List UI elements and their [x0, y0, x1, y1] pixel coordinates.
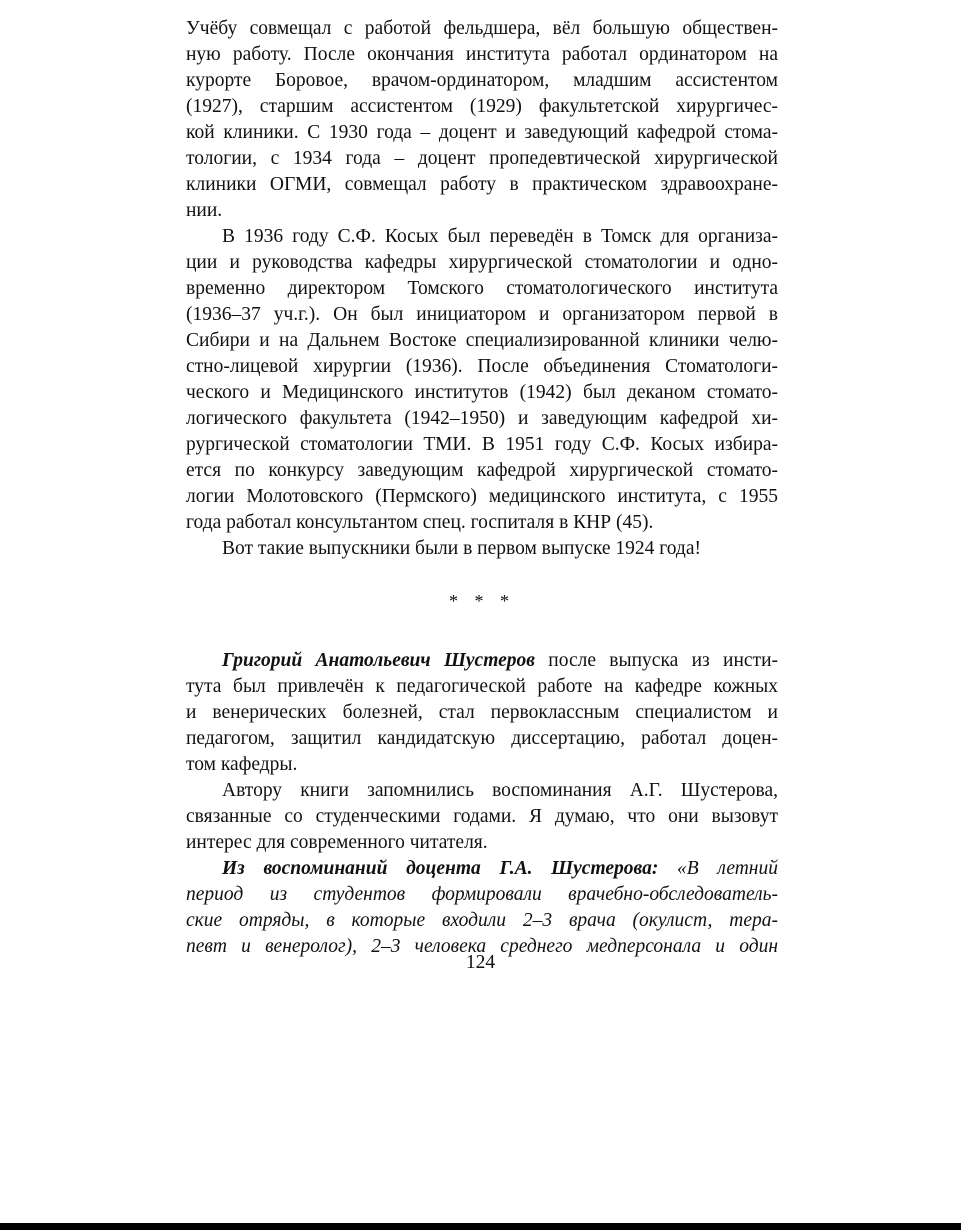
paragraph-6: [186, 856, 778, 960]
text-line: (1927), старшим ассистентом (1929) факультетской хирургичес-: [186, 96, 778, 117]
text-line: педагогом, защитил кандидатскую диссертацию, работал доцен-: [186, 728, 778, 749]
text-line: Сибири и на Дальнем Востоке специализированной клиники челю-: [186, 330, 778, 351]
text-line: связанные со студенческими годами. Я думаю, что они вызовут: [186, 806, 778, 827]
bottom-border: [0, 1223, 961, 1230]
text-fragment: после выпуска из инсти-: [535, 650, 779, 671]
text-line: ции и руководства кафедры хирургической стоматологии и одно-: [186, 252, 778, 273]
text-line: тологии, с 1934 года – доцент пропедевтической хирургической: [186, 148, 778, 169]
text-line: том кафедры.: [186, 754, 298, 775]
text-line: В 1936 году С.Ф. Косых был переведён в Томск для организа-: [222, 226, 778, 247]
text-line: ские отряды, в которые входили 2–3 врача (окулист, тера-: [186, 910, 778, 931]
text-line: кой клиники. С 1930 года – доцент и заведующий кафедрой стома-: [186, 122, 778, 143]
text-line: период из студентов формировали врачебно-обследователь-: [186, 884, 778, 905]
text-line: ется по конкурсу заведующим кафедрой хирургической стомато-: [186, 460, 778, 481]
text-line: нии.: [186, 200, 223, 221]
text-line: года работал консультантом спец. госпиталя в КНР (45).: [186, 512, 654, 533]
text-line: рургической стоматологии ТМИ. В 1951 году С.Ф. Косых избира-: [186, 434, 778, 455]
text-line: тута был привлечён к педагогической работе на кафедре кожных: [186, 676, 778, 697]
text-line: интерес для современного читателя.: [186, 832, 488, 853]
text-line: логии Молотовского (Пермского) медицинского института, с 1955: [186, 486, 778, 507]
text-line: временно директором Томского стоматологического института: [186, 278, 778, 299]
page-number: 124: [465, 952, 496, 973]
paragraph-5: [186, 778, 778, 856]
text-fragment: «В летний: [658, 858, 778, 879]
page-body: [186, 16, 778, 960]
text-line: Учёбу совмещал с работой фельдшера, вёл большую обществен-: [186, 18, 778, 39]
text-line: стно-лицевой хирургии (1936). После объединения Стоматологи-: [186, 356, 778, 377]
text-line: певт и венеролог), 2–3 человека среднего медперсонала и один: [186, 936, 778, 957]
paragraph-2: [186, 224, 778, 536]
text-line: и венерических болезней, стал первоклассным специалистом и: [186, 702, 778, 723]
quote-heading: Из воспоминаний доцента Г.А. Шустерова:: [222, 858, 659, 879]
text-line: логического факультета (1942–1950) и заведующим кафедрой хи-: [186, 408, 778, 429]
text-line: (1936–37 уч.г.). Он был инициатором и организатором первой в: [186, 304, 778, 325]
text-line: ную работу. После окончания института работал ординатором на: [186, 44, 778, 65]
paragraph-4: [186, 648, 778, 778]
text-line: [186, 648, 778, 674]
text-line: Вот такие выпускники были в первом выпуске 1924 года!: [222, 538, 701, 559]
section-separator: * * *: [449, 591, 515, 611]
text-line: ческого и Медицинского институтов (1942) был деканом стомато-: [186, 382, 778, 403]
text-line: клиники ОГМИ, совмещал работу в практическом здравоохране-: [186, 174, 778, 195]
text-line: курорте Боровое, врачом-ординатором, младшим ассистентом: [186, 70, 778, 91]
text-line: [186, 856, 778, 882]
paragraph-1: [186, 16, 778, 224]
paragraph-3: [186, 536, 778, 562]
text-line: Автору книги запомнились воспоминания А.Г. Шустерова,: [222, 780, 778, 801]
person-name: Григорий Анатольевич Шустеров: [222, 650, 535, 671]
